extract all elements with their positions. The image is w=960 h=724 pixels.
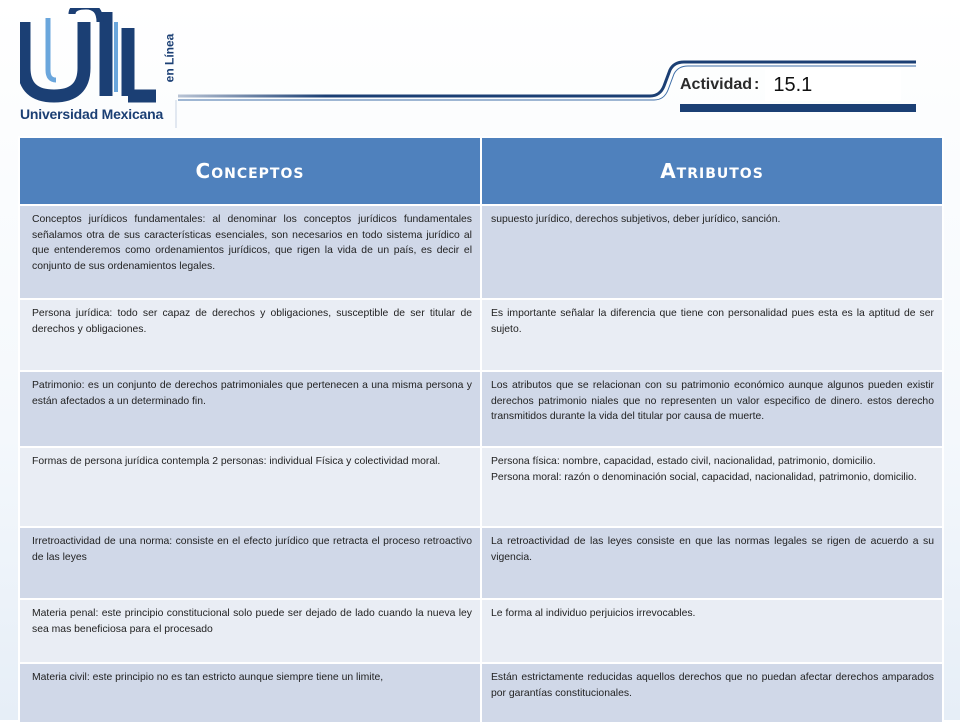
attribute-cell: Le forma al individuo perjuicios irrevocables. xyxy=(481,599,943,663)
attribute-cell: Están estrictamente reducidas aquellos derechos que no puedan afectar derechos amparados por garantías constitucionales. xyxy=(481,663,943,723)
concept-cell: Formas de persona jurídica contempla 2 personas: individual Física y colectividad moral. xyxy=(19,447,481,527)
activity-value: 15.1 xyxy=(765,69,901,101)
activity-box xyxy=(668,66,916,104)
activity-colon: : xyxy=(754,76,760,93)
header-conceptos: Conceptos xyxy=(19,137,481,205)
table-header-row xyxy=(19,137,943,205)
concepts-table xyxy=(18,136,944,724)
tagline xyxy=(162,28,176,88)
tagline-text: en Línea xyxy=(162,33,176,83)
table-row xyxy=(19,663,943,723)
attribute-line-persona-fisica: Persona física: nombre, capacidad, estado civil, nacionalidad, patrimonio, domicilio. xyxy=(491,456,876,467)
attribute-cell: supuesto jurídico, derechos subjetivos, deber jurídico, sanción. xyxy=(481,205,943,299)
table-row xyxy=(19,205,943,299)
table-row xyxy=(19,527,943,599)
activity-label: Actividad xyxy=(680,76,753,93)
attribute-line-persona-moral: Persona moral: razón o denominación social, capacidad, nacionalidad, patrimonio, domicilio. xyxy=(491,471,917,483)
attribute-cell: Los atributos que se relacionan con su patrimonio económico aunque algunos pueden existir derechos patrimonio niales que no representen un valor especifico de dinero. estos derecho transmitidos durante la vida del titular por causa de muerte. xyxy=(481,371,943,447)
header-atributos: Atributos xyxy=(481,137,943,205)
concept-cell: Persona jurídica: todo ser capaz de derechos y obligaciones, susceptible de ser titular de derechos y obligaciones. xyxy=(19,299,481,371)
university-logo xyxy=(20,8,180,123)
attribute-cell: La retroactividad de las leyes consiste en que las normas legales se rigen de acuerdo a su vigencia. xyxy=(481,527,943,599)
concept-cell: Conceptos jurídicos fundamentales: al denominar los conceptos jurídicos fundamentales señalamos otra de sus características esenciales, son necesarios en todo sistema jurídico al que entenderemos como ordenamientos jurídicos, que rigen la vida de un país, es decir el conjunto de sus ordenamientos legales. xyxy=(19,205,481,299)
concept-cell: Patrimonio: es un conjunto de derechos patrimoniales que pertenecen a una misma persona y están afectados a un determinado fin. xyxy=(19,371,481,447)
attribute-cell xyxy=(481,447,943,527)
table-row xyxy=(19,299,943,371)
attribute-cell: Es importante señalar la diferencia que tiene con personalidad pues esta es la aptitud de ser sujeto. xyxy=(481,299,943,371)
brand-name: Universidad Mexicana xyxy=(20,106,164,122)
table-row xyxy=(19,447,943,527)
concept-cell: Materia penal: este principio constitucional solo puede ser dejado de lado cuando la nueva ley sea mas beneficiosa para el procesado xyxy=(19,599,481,663)
concept-cell: Irretroactividad de una norma: consiste en el efecto jurídico que retracta el proceso retroactivo de las leyes xyxy=(19,527,481,599)
concept-cell: Materia civil: este principio no es tan estricto aunque siempre tiene un limite, xyxy=(19,663,481,723)
table-row xyxy=(19,599,943,663)
concepts-table-wrapper xyxy=(18,136,942,716)
unm-logo-mark-icon xyxy=(20,8,160,104)
table-row xyxy=(19,371,943,447)
